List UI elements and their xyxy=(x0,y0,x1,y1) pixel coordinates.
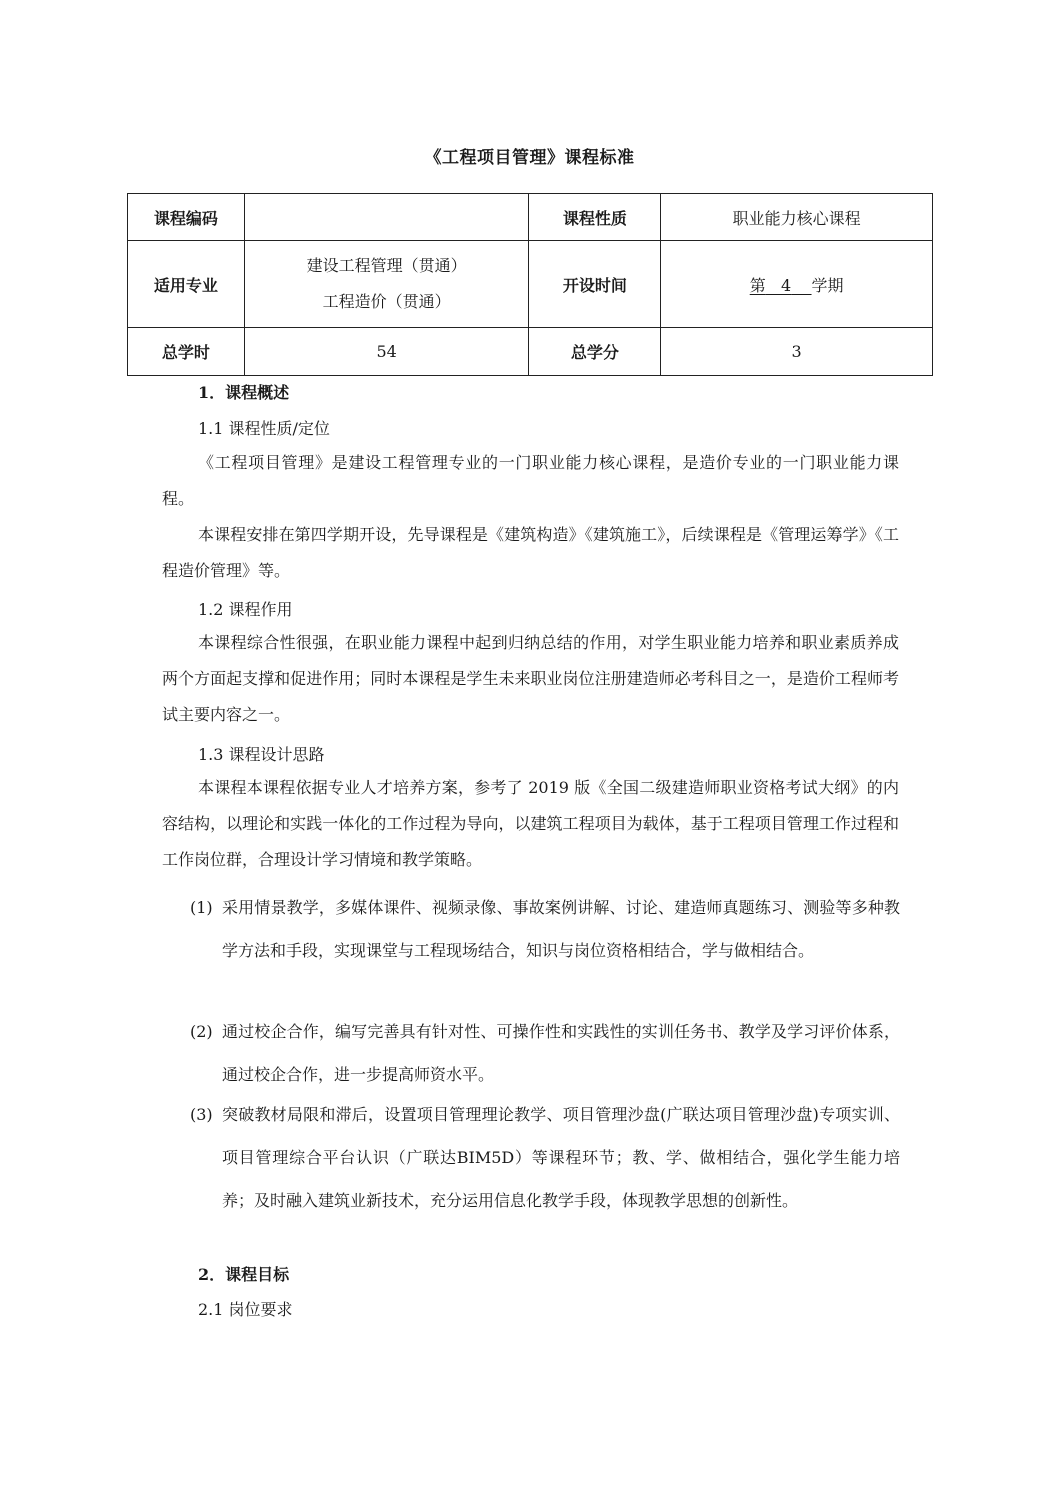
list-item-text: 突破教材局限和滞后，设置项目管理理论教学、项目管理沙盘(广联达项目管理沙盘)专项实训、项目管理综合平台认识（广联达BIM5D）等课程环节；教、学、做相结合，强化学生能力培养；及时融入建筑业新技术，充分运用信息化教学手段，体现教学思想的创新性。 xyxy=(222,1105,900,1210)
total-credits-value: 3 xyxy=(661,328,933,376)
term-underlined xyxy=(750,276,812,295)
list-item-number: (3) xyxy=(190,1105,213,1124)
major-line-1: 建设工程管理（贯通） xyxy=(306,256,467,275)
total-credits-label: 总学分 xyxy=(529,328,661,376)
term-label: 开设时间 xyxy=(529,241,661,328)
section-1-1-paragraph-1: 《工程项目管理》是建设工程管理专业的一门职业能力核心课程，是造价专业的一门职业能力课程。 xyxy=(162,453,899,508)
course-code-label: 课程编码 xyxy=(128,194,245,241)
section-2-heading: 2．课程目标 xyxy=(198,1265,290,1284)
section-2-1-heading: 2.1 岗位要求 xyxy=(198,1300,293,1319)
list-item-number: (2) xyxy=(190,1022,213,1041)
list-item xyxy=(190,1010,900,1096)
course-info-table xyxy=(127,193,933,376)
list-item xyxy=(190,1093,900,1222)
section-1-3-heading: 1.3 课程设计思路 xyxy=(198,745,325,764)
course-nature-label: 课程性质 xyxy=(529,194,661,241)
list-item-number: (1) xyxy=(190,898,213,917)
total-hours-label: 总学时 xyxy=(128,328,245,376)
total-hours-value: 54 xyxy=(244,328,529,376)
table-row xyxy=(128,328,933,376)
term-value xyxy=(661,241,933,328)
document-title: 《工程项目管理》课程标准 xyxy=(424,148,635,168)
section-1-heading: 1．课程概述 xyxy=(198,383,290,402)
section-1-3-paragraph-1: 本课程本课程依据专业人才培养方案，参考了 2019 版《全国二级建造师职业资格考试大纲》的内容结构，以理论和实践一体化的工作过程为导向，以建筑工程项目为载体，基于工程项目管理工作过程和工作岗位群，合理设计学习情境和教学策略。 xyxy=(162,778,899,869)
major-label: 适用专业 xyxy=(128,241,245,328)
section-1-2-paragraph-1: 本课程综合性很强，在职业能力课程中起到归纳总结的作用，对学生职业能力培养和职业素质养成两个方面起支撑和促进作用；同时本课程是学生未来职业岗位注册建造师必考科目之一，是造价工程师考试主要内容之一。 xyxy=(162,633,899,724)
list-item-text: 采用情景教学，多媒体课件、视频录像、事故案例讲解、讨论、建造师真题练习、测验等多种教学方法和手段，实现课堂与工程现场结合，知识与岗位资格相结合，学与做相结合。 xyxy=(222,898,900,960)
list-item xyxy=(190,886,900,972)
major-line-2: 工程造价（贯通） xyxy=(322,292,451,311)
major-value xyxy=(244,241,529,328)
term-number: 4 xyxy=(781,275,792,295)
section-1-2-heading: 1.2 课程作用 xyxy=(198,600,293,619)
table-row xyxy=(128,241,933,328)
list-item-text: 通过校企合作，编写完善具有针对性、可操作性和实践性的实训任务书、教学及学习评价体系，通过校企合作，进一步提高师资水平。 xyxy=(222,1022,900,1084)
section-1-1-paragraph-2: 本课程安排在第四学期开设，先导课程是《建筑构造》《建筑施工》，后续课程是《管理运筹学》《工程造价管理》等。 xyxy=(162,525,899,580)
course-nature-value: 职业能力核心课程 xyxy=(661,194,933,241)
section-1-1-heading: 1.1 课程性质/定位 xyxy=(198,419,330,438)
term-prefix: 第 xyxy=(749,275,766,295)
course-code-value xyxy=(244,194,529,241)
term-suffix: 学期 xyxy=(811,275,844,295)
table-row xyxy=(128,194,933,241)
